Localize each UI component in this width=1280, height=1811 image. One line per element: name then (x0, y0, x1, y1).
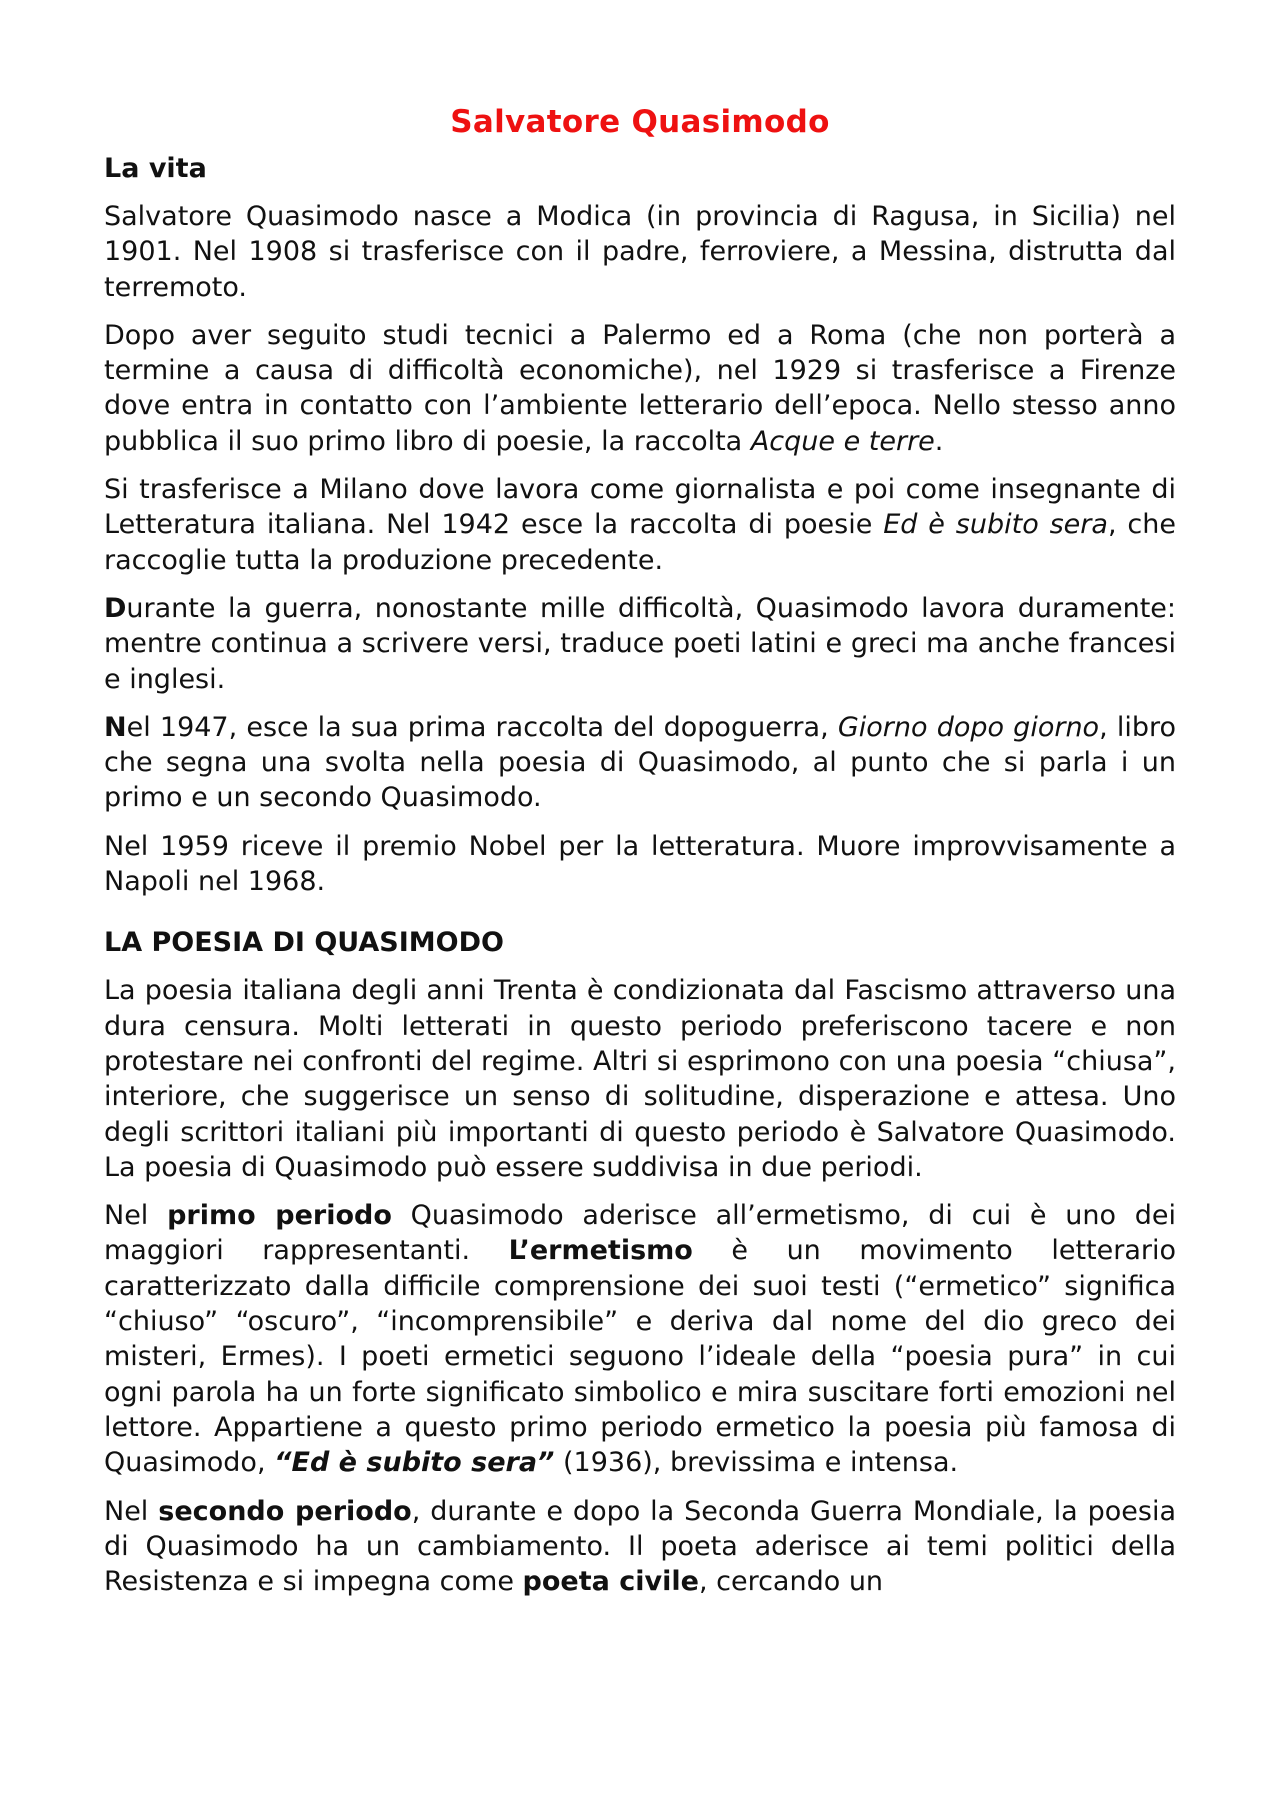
paragraph-text: è un movimento letterario caratterizzato dalla difficile comprensione dei suoi testi (“ermetico” significa “chiuso” “oscuro”, “incomprensibile” e deriva dal nome del dio greco dei misteri, Ermes). I poeti ermetici seguono l’ideale della “poesia pura” in cui ogni parola ha un forte significato simbolico e mira suscitare forti emozioni nel lettore. Appartiene a questo primo periodo ermetico la poesia più famosa di Quasimodo, (104, 1235, 1176, 1479)
bold-term-ermetismo: L’ermetismo (508, 1235, 693, 1267)
paragraph-text: Si trasferisce a Milano dove lavora come giornalista e poi come insegnante di Letteratura italiana. Nel 1942 esce la raccolta di poesie (104, 474, 1176, 541)
paragraph-text: Quasimodo aderisce all’ermetismo, di cui è uno dei maggiori rappresentanti. (104, 1200, 1176, 1267)
paragraph-poesia-2 (104, 1198, 1176, 1480)
poem-title-ed-e-subito-sera: “Ed è subito sera” (274, 1447, 555, 1479)
paragraph-vita-6: Nel 1959 riceve il premio Nobel per la letteratura. Muore improvvisamente a Napoli nel 1968. (104, 830, 1176, 898)
paragraph-text: el 1947, esce la sua prima raccolta del dopoguerra, (126, 711, 838, 743)
section-heading-poesia: LA POESIA DI QUASIMODO (104, 927, 504, 959)
paragraph-text: Nel (104, 1495, 159, 1527)
paragraph-vita-3 (104, 472, 1176, 578)
paragraph-text: , che raccoglie tutta la produzione precedente. (104, 509, 1176, 576)
bold-term-poeta-civile: poeta civile (522, 1566, 699, 1598)
paragraph-text: . (934, 425, 944, 457)
bold-italic-poem-title (274, 1447, 554, 1478)
paragraph-text: , cercando un (698, 1566, 884, 1598)
document-page (104, 100, 1176, 1612)
paragraph-text: (1936), brevissima e intensa. (554, 1447, 959, 1479)
bold-term-primo-periodo: primo periodo (167, 1200, 392, 1232)
paragraph-poesia-1: La poesia italiana degli anni Trenta è condizionata dal Fascismo attraverso una dura censura. Molti letterati in questo periodo preferiscono tacere e non protestare nei confronti del regime. Altri si esprimono con una poesia “chiusa”, interiore, che suggerisce un senso di solitudine, disperazione e attesa. Uno degli scrittori italiani più importanti di questo periodo è Salvatore Quasimodo. La poesia di Quasimodo può essere suddivisa in due periodi. (104, 975, 1176, 1183)
paragraph-text: Nel (104, 1200, 168, 1232)
paragraph-text: Dopo aver seguito studi tecnici a Palermo ed a Roma (che non porterà a termine a causa di difficoltà economiche), nel 1929 si trasferisce a Firenze dove entra in contatto con l’ambiente letterario dell’epoca. Nello stesso anno pubblica il suo primo libro di poesie, la raccolta (104, 319, 1176, 457)
paragraph-vita-5 (104, 710, 1176, 816)
section-heading-vita: La vita (104, 153, 207, 184)
paragraph-text: urante la guerra, nonostante mille difficoltà, Quasimodo lavora duramente: mentre continua a scrivere versi, traduce poeti latini e greci ma anche francesi e inglesi. (104, 592, 1176, 695)
paragraph-vita-4 (104, 591, 1176, 697)
bold-initial: D (104, 592, 127, 624)
paragraph-vita-2 (104, 318, 1176, 459)
bold-term-secondo-periodo: secondo periodo (158, 1495, 412, 1527)
book-title-ed-e-subito-sera: Ed è subito sera (883, 509, 1108, 541)
bold-initial: N (104, 711, 127, 743)
paragraph-text: , libro che segna una svolta nella poesia di Quasimodo, al punto che si parla i un primo e un secondo Quasimodo. (104, 711, 1177, 814)
book-title-giorno-dopo-giorno: Giorno dopo giorno (837, 711, 1100, 743)
paragraph-vita-1: Salvatore Quasimodo nasce a Modica (in provincia di Ragusa, in Sicilia) nel 1901. Nel 1908 si trasferisce con il padre, ferroviere, a Messina, distrutta dal terremoto. (104, 201, 1176, 303)
page-title: Salvatore Quasimodo (450, 104, 830, 140)
paragraph-poesia-3 (104, 1494, 1176, 1600)
paragraph-text: , durante e dopo la Seconda Guerra Mondiale, la poesia di Quasimodo ha un cambiamento. Il poeta aderisce ai temi politici della Resistenza e si impegna come (104, 1495, 1176, 1598)
book-title-acque-e-terre: Acque e terre (750, 425, 935, 457)
